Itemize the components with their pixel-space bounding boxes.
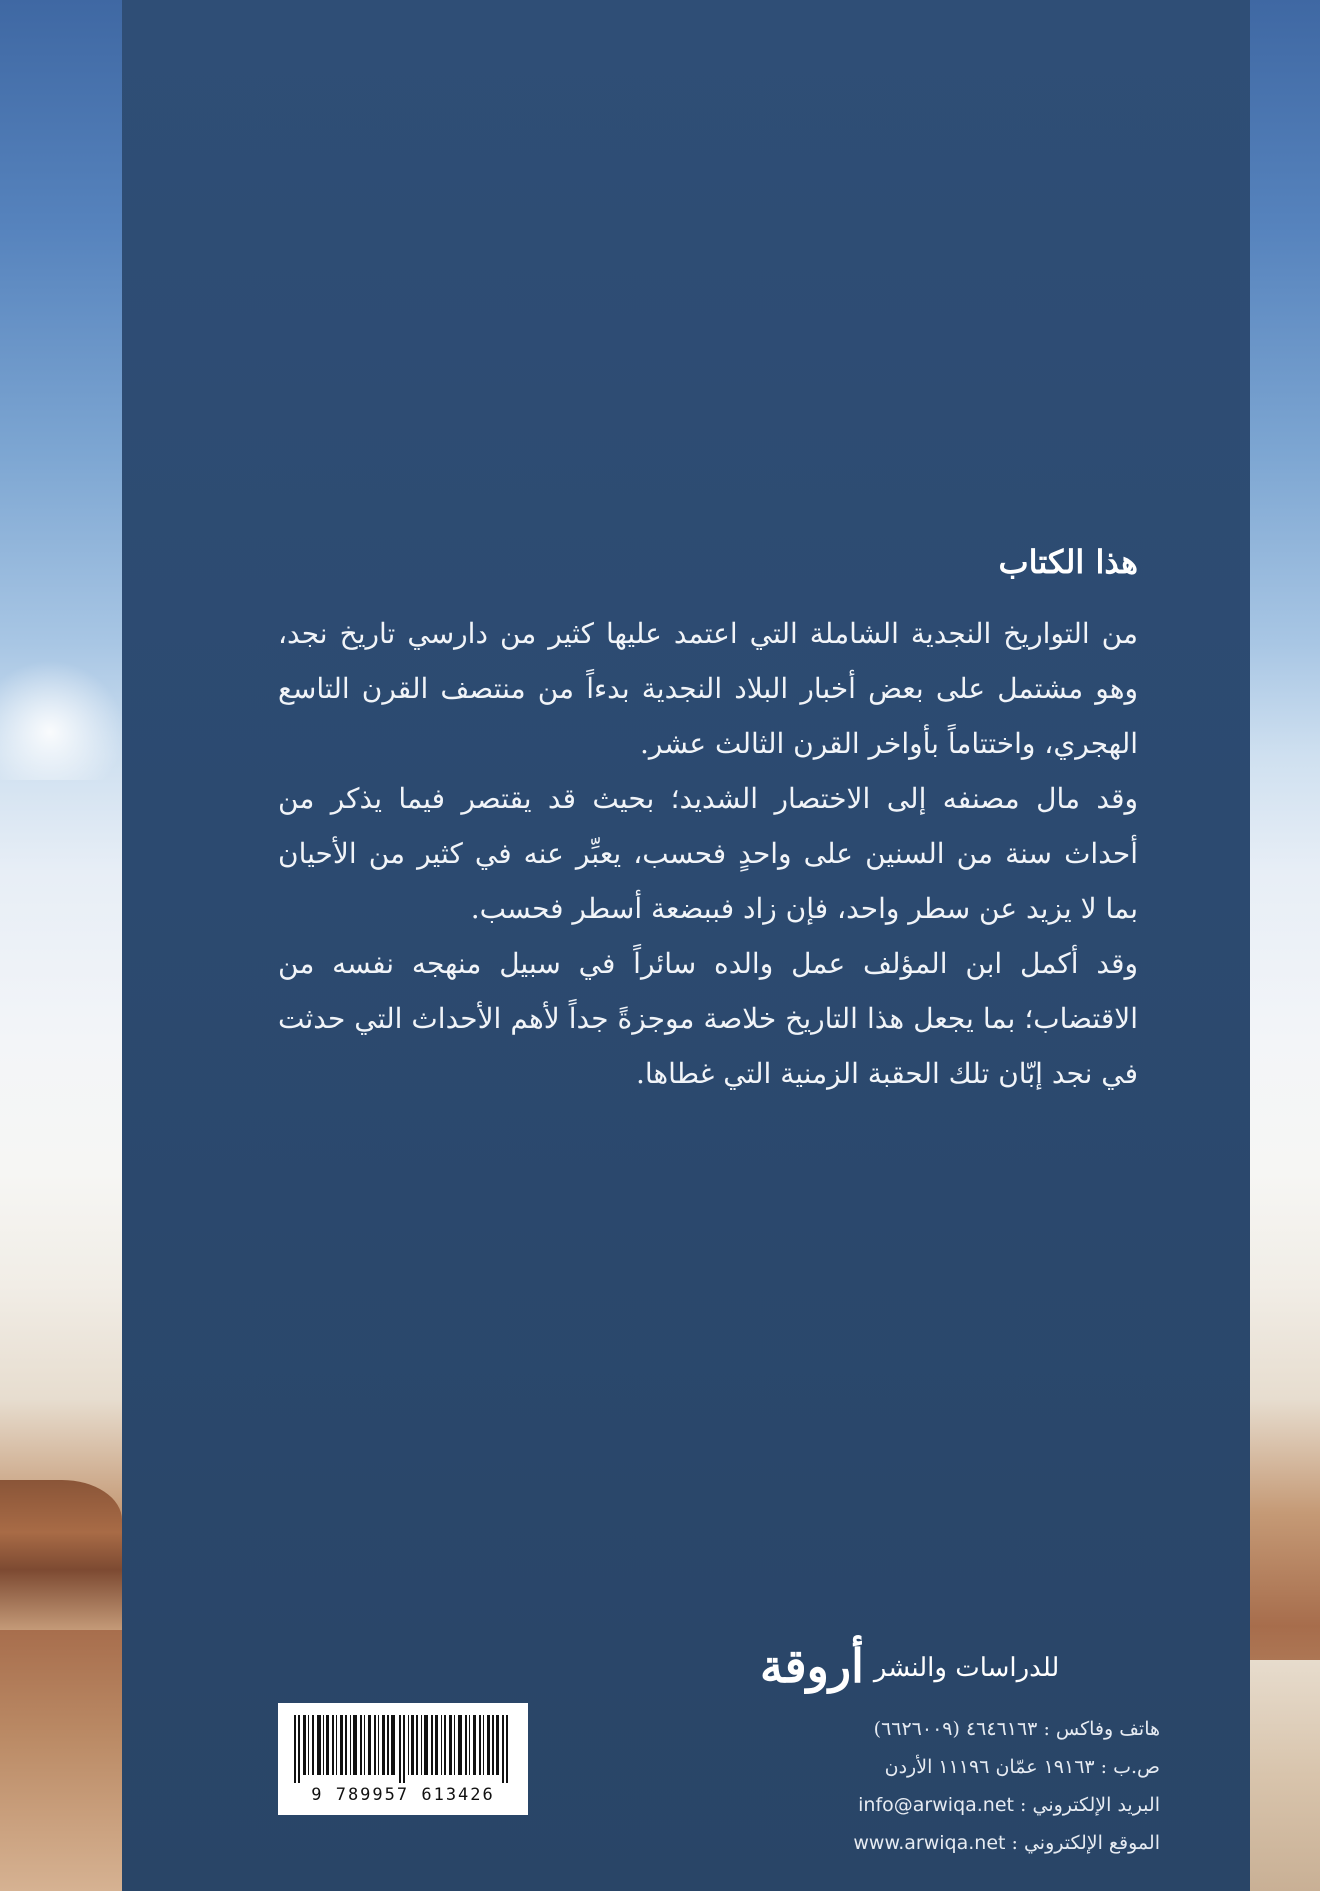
publisher-name: أروقة <box>760 1639 864 1693</box>
pobox-line: ص.ب : ١٩١٦٣ عمّان ١١١٩٦ الأردن <box>884 1756 1160 1778</box>
blurb-paragraph-2: وقد مال مصنفه إلى الاختصار الشديد؛ بحيث قد يقتصر فيما يذكر من أحداث سنة من السنين على واحدٍ فحسب، يعبِّر عنه في كثير من الأحيان بما لا يزيد عن سطر واحد، فإن زاد فببضعة أسطر فحسب. <box>278 782 1138 925</box>
blurb-paragraph-1: من التواريخ النجدية الشاملة التي اعتمد عليها كثير من دارسي تاريخ نجد، وهو مشتمل على بعض أخبار البلاد النجدية بدءاً من منتصف القرن التاسع الهجري، واختتاماً بأواخر القرن الثالث عشر. <box>278 617 1138 760</box>
blurb-paragraph-3: وقد أكمل ابن المؤلف عمل والده سائراً في سبيل منهجه نفسه من الاقتضاب؛ بما يجعل هذا التاريخ خلاصة موجزةً جداً لأهم الأحداث التي حدثت في نجد إبّان تلك الحقبة الزمنية التي غطاها. <box>278 947 1139 1090</box>
barcode-bars <box>290 1715 516 1783</box>
website-url[interactable]: www.arwiqa.net <box>853 1832 1006 1854</box>
phone-value: ٤٦٤٦١٦٣ (٦٦٢٦٠٠٩) <box>873 1718 1038 1740</box>
desert-rock-right <box>1250 1660 1320 1891</box>
publisher-tagline: للدراسات والنشر <box>873 1653 1060 1683</box>
cloud-left <box>0 660 125 780</box>
publisher-logo <box>760 1640 1160 1692</box>
website-label: الموقع الإلكتروني : <box>1011 1832 1160 1854</box>
phone-label: هاتف وفاكس : <box>1043 1718 1160 1740</box>
publisher-block <box>760 1640 1160 1862</box>
email-line <box>760 1786 1160 1824</box>
isbn-number: 9 789957 613426 <box>311 1785 495 1805</box>
website-line <box>760 1824 1160 1862</box>
blurb-heading: هذا الكتاب <box>998 543 1138 581</box>
blurb-section <box>278 540 1138 1101</box>
email-address[interactable]: info@arwiqa.net <box>858 1794 1014 1816</box>
phone-line <box>760 1710 1160 1748</box>
isbn-barcode <box>278 1703 528 1815</box>
email-label: البريد الإلكتروني : <box>1020 1794 1160 1816</box>
desert-rock-left <box>0 1480 122 1630</box>
